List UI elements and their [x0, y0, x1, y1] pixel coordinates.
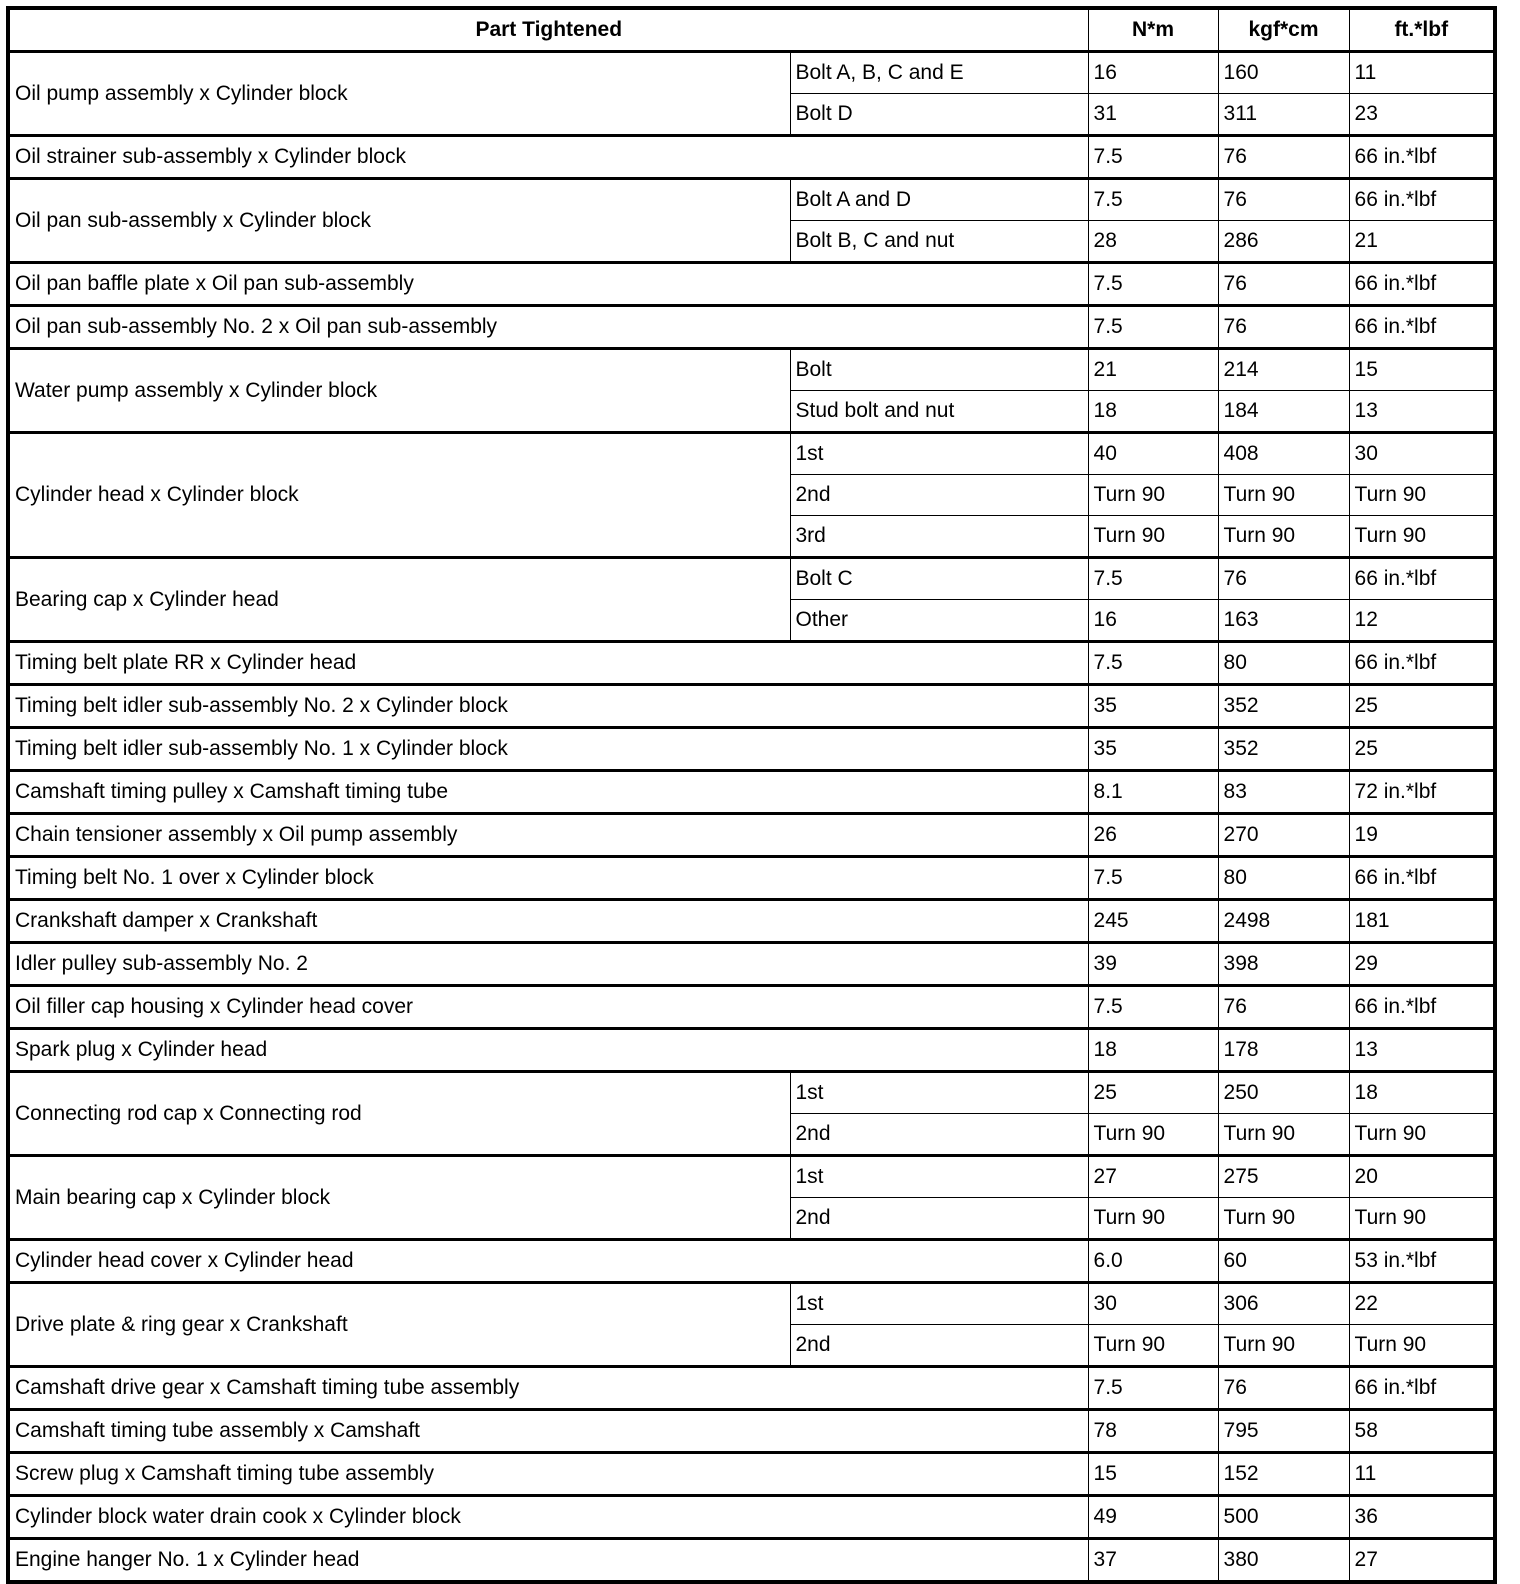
ft-cell: 29: [1349, 943, 1495, 986]
part-cell: Oil pan sub-assembly x Cylinder block: [8, 179, 790, 263]
nm-cell: 16: [1088, 52, 1218, 94]
sub-item-cell: Stud bolt and nut: [790, 391, 1088, 433]
kgf-cell: 352: [1218, 685, 1349, 728]
kgf-cell: 352: [1218, 728, 1349, 771]
sub-item-cell: 2nd: [790, 1198, 1088, 1240]
sub-item-cell: 2nd: [790, 475, 1088, 516]
sub-item-cell: 1st: [790, 1156, 1088, 1198]
kgf-cell: 76: [1218, 306, 1349, 349]
part-cell: Oil strainer sub-assembly x Cylinder block: [8, 136, 1088, 179]
table-row: [8, 1367, 1495, 1410]
kgf-cell: 80: [1218, 857, 1349, 900]
kgf-cell: 160: [1218, 52, 1349, 94]
sub-item-cell: Other: [790, 600, 1088, 642]
table-row: [8, 1029, 1495, 1072]
kgf-cell: 2498: [1218, 900, 1349, 943]
sub-item-cell: 1st: [790, 1072, 1088, 1114]
part-cell: Bearing cap x Cylinder head: [8, 558, 790, 642]
part-cell: Camshaft drive gear x Camshaft timing tube assembly: [8, 1367, 1088, 1410]
table-row: [8, 685, 1495, 728]
table-row: [8, 814, 1495, 857]
part-cell: Timing belt idler sub-assembly No. 2 x Cylinder block: [8, 685, 1088, 728]
nm-cell: 27: [1088, 1156, 1218, 1198]
ft-cell: 11: [1349, 52, 1495, 94]
nm-cell: 40: [1088, 433, 1218, 475]
kgf-cell: 275: [1218, 1156, 1349, 1198]
part-cell: Oil pump assembly x Cylinder block: [8, 52, 790, 136]
kgf-cell: 795: [1218, 1410, 1349, 1453]
nm-cell: 6.0: [1088, 1240, 1218, 1283]
kgf-cell: 270: [1218, 814, 1349, 857]
kgf-cell: 178: [1218, 1029, 1349, 1072]
kgf-cell: 83: [1218, 771, 1349, 814]
part-cell: Oil pan sub-assembly No. 2 x Oil pan sub-assembly: [8, 306, 1088, 349]
table-row: [8, 986, 1495, 1029]
nm-cell: 28: [1088, 221, 1218, 263]
sub-item-cell: Bolt D: [790, 94, 1088, 136]
part-cell: Timing belt idler sub-assembly No. 1 x Cylinder block: [8, 728, 1088, 771]
ft-cell: 25: [1349, 685, 1495, 728]
ft-cell: 22: [1349, 1283, 1495, 1325]
nm-cell: Turn 90: [1088, 1325, 1218, 1367]
kgf-cell: 398: [1218, 943, 1349, 986]
ft-cell: 23: [1349, 94, 1495, 136]
nm-cell: 78: [1088, 1410, 1218, 1453]
ft-cell: 12: [1349, 600, 1495, 642]
part-cell: Oil pan baffle plate x Oil pan sub-assembly: [8, 263, 1088, 306]
nm-cell: 37: [1088, 1539, 1218, 1583]
kgf-cell: 76: [1218, 136, 1349, 179]
part-cell: Cylinder block water drain cook x Cylinder block: [8, 1496, 1088, 1539]
sub-item-cell: Bolt C: [790, 558, 1088, 600]
ft-cell: Turn 90: [1349, 1325, 1495, 1367]
kgf-cell: Turn 90: [1218, 475, 1349, 516]
ft-cell: 25: [1349, 728, 1495, 771]
nm-cell: 15: [1088, 1453, 1218, 1496]
kgf-cell: 60: [1218, 1240, 1349, 1283]
ft-cell: 66 in.*lbf: [1349, 642, 1495, 685]
part-cell: Oil filler cap housing x Cylinder head cover: [8, 986, 1088, 1029]
table-row: [8, 943, 1495, 986]
kgf-cell: 408: [1218, 433, 1349, 475]
header-kgf: kgf*cm: [1218, 8, 1349, 52]
table-row: [8, 433, 1495, 475]
kgf-cell: 214: [1218, 349, 1349, 391]
sub-item-cell: Bolt A, B, C and E: [790, 52, 1088, 94]
nm-cell: 30: [1088, 1283, 1218, 1325]
table-row: [8, 1453, 1495, 1496]
nm-cell: 35: [1088, 685, 1218, 728]
table-row: [8, 1283, 1495, 1325]
nm-cell: 31: [1088, 94, 1218, 136]
ft-cell: 30: [1349, 433, 1495, 475]
nm-cell: Turn 90: [1088, 1114, 1218, 1156]
ft-cell: 19: [1349, 814, 1495, 857]
table-row: [8, 1156, 1495, 1198]
table-row: [8, 306, 1495, 349]
sub-item-cell: Bolt: [790, 349, 1088, 391]
kgf-cell: 76: [1218, 558, 1349, 600]
header-nm: N*m: [1088, 8, 1218, 52]
part-cell: Screw plug x Camshaft timing tube assembly: [8, 1453, 1088, 1496]
ft-cell: Turn 90: [1349, 516, 1495, 558]
ft-cell: 66 in.*lbf: [1349, 179, 1495, 221]
kgf-cell: 311: [1218, 94, 1349, 136]
table-row: [8, 1496, 1495, 1539]
kgf-cell: 76: [1218, 986, 1349, 1029]
table-row: [8, 558, 1495, 600]
kgf-cell: 76: [1218, 1367, 1349, 1410]
kgf-cell: 500: [1218, 1496, 1349, 1539]
nm-cell: 18: [1088, 391, 1218, 433]
kgf-cell: 80: [1218, 642, 1349, 685]
table-row: [8, 728, 1495, 771]
kgf-cell: 286: [1218, 221, 1349, 263]
sub-item-cell: 2nd: [790, 1325, 1088, 1367]
ft-cell: 11: [1349, 1453, 1495, 1496]
kgf-cell: 76: [1218, 179, 1349, 221]
part-cell: Cylinder head x Cylinder block: [8, 433, 790, 558]
nm-cell: 21: [1088, 349, 1218, 391]
kgf-cell: 380: [1218, 1539, 1349, 1583]
nm-cell: 245: [1088, 900, 1218, 943]
part-cell: Timing belt No. 1 over x Cylinder block: [8, 857, 1088, 900]
kgf-cell: 184: [1218, 391, 1349, 433]
table-row: [8, 642, 1495, 685]
sub-item-cell: Bolt B, C and nut: [790, 221, 1088, 263]
ft-cell: 66 in.*lbf: [1349, 558, 1495, 600]
kgf-cell: Turn 90: [1218, 1325, 1349, 1367]
ft-cell: 13: [1349, 1029, 1495, 1072]
nm-cell: 7.5: [1088, 263, 1218, 306]
part-cell: Spark plug x Cylinder head: [8, 1029, 1088, 1072]
table-row: [8, 52, 1495, 94]
ft-cell: 66 in.*lbf: [1349, 857, 1495, 900]
part-cell: Timing belt plate RR x Cylinder head: [8, 642, 1088, 685]
ft-cell: 66 in.*lbf: [1349, 986, 1495, 1029]
table-row: [8, 1240, 1495, 1283]
ft-cell: 53 in.*lbf: [1349, 1240, 1495, 1283]
nm-cell: 7.5: [1088, 857, 1218, 900]
header-ft: ft.*lbf: [1349, 8, 1495, 52]
header-part: Part Tightened: [8, 8, 1088, 52]
nm-cell: 7.5: [1088, 136, 1218, 179]
table-row: [8, 1539, 1495, 1583]
table-row: [8, 1410, 1495, 1453]
nm-cell: 8.1: [1088, 771, 1218, 814]
ft-cell: 66 in.*lbf: [1349, 263, 1495, 306]
ft-cell: 66 in.*lbf: [1349, 1367, 1495, 1410]
ft-cell: 15: [1349, 349, 1495, 391]
kgf-cell: Turn 90: [1218, 1198, 1349, 1240]
ft-cell: 13: [1349, 391, 1495, 433]
nm-cell: 7.5: [1088, 642, 1218, 685]
part-cell: Chain tensioner assembly x Oil pump assembly: [8, 814, 1088, 857]
kgf-cell: 76: [1218, 263, 1349, 306]
table-row: [8, 263, 1495, 306]
table-row: [8, 771, 1495, 814]
header-row: [8, 8, 1495, 52]
table-row: [8, 900, 1495, 943]
part-cell: Water pump assembly x Cylinder block: [8, 349, 790, 433]
nm-cell: 7.5: [1088, 306, 1218, 349]
sub-item-cell: 3rd: [790, 516, 1088, 558]
sub-item-cell: 1st: [790, 1283, 1088, 1325]
nm-cell: 49: [1088, 1496, 1218, 1539]
ft-cell: 21: [1349, 221, 1495, 263]
nm-cell: 25: [1088, 1072, 1218, 1114]
ft-cell: 20: [1349, 1156, 1495, 1198]
table-row: [8, 349, 1495, 391]
kgf-cell: 163: [1218, 600, 1349, 642]
ft-cell: Turn 90: [1349, 1198, 1495, 1240]
part-cell: Drive plate & ring gear x Crankshaft: [8, 1283, 790, 1367]
table-row: [8, 1072, 1495, 1114]
ft-cell: 66 in.*lbf: [1349, 136, 1495, 179]
nm-cell: Turn 90: [1088, 1198, 1218, 1240]
part-cell: Main bearing cap x Cylinder block: [8, 1156, 790, 1240]
ft-cell: 18: [1349, 1072, 1495, 1114]
nm-cell: Turn 90: [1088, 516, 1218, 558]
table-row: [8, 179, 1495, 221]
nm-cell: 26: [1088, 814, 1218, 857]
ft-cell: Turn 90: [1349, 475, 1495, 516]
kgf-cell: 250: [1218, 1072, 1349, 1114]
ft-cell: 27: [1349, 1539, 1495, 1583]
ft-cell: 181: [1349, 900, 1495, 943]
part-cell: Engine hanger No. 1 x Cylinder head: [8, 1539, 1088, 1583]
part-cell: Idler pulley sub-assembly No. 2: [8, 943, 1088, 986]
sub-item-cell: 2nd: [790, 1114, 1088, 1156]
kgf-cell: Turn 90: [1218, 516, 1349, 558]
table-row: [8, 136, 1495, 179]
nm-cell: 7.5: [1088, 558, 1218, 600]
part-cell: Camshaft timing pulley x Camshaft timing tube: [8, 771, 1088, 814]
part-cell: Camshaft timing tube assembly x Camshaft: [8, 1410, 1088, 1453]
nm-cell: 7.5: [1088, 1367, 1218, 1410]
nm-cell: Turn 90: [1088, 475, 1218, 516]
kgf-cell: Turn 90: [1218, 1114, 1349, 1156]
ft-cell: 72 in.*lbf: [1349, 771, 1495, 814]
ft-cell: 66 in.*lbf: [1349, 306, 1495, 349]
torque-spec-table: [6, 6, 1497, 1584]
sub-item-cell: 1st: [790, 433, 1088, 475]
part-cell: Cylinder head cover x Cylinder head: [8, 1240, 1088, 1283]
nm-cell: 7.5: [1088, 986, 1218, 1029]
nm-cell: 18: [1088, 1029, 1218, 1072]
nm-cell: 35: [1088, 728, 1218, 771]
nm-cell: 16: [1088, 600, 1218, 642]
table-row: [8, 857, 1495, 900]
ft-cell: Turn 90: [1349, 1114, 1495, 1156]
table-body: [8, 52, 1495, 1583]
part-cell: Connecting rod cap x Connecting rod: [8, 1072, 790, 1156]
kgf-cell: 152: [1218, 1453, 1349, 1496]
ft-cell: 36: [1349, 1496, 1495, 1539]
nm-cell: 7.5: [1088, 179, 1218, 221]
part-cell: Crankshaft damper x Crankshaft: [8, 900, 1088, 943]
nm-cell: 39: [1088, 943, 1218, 986]
ft-cell: 58: [1349, 1410, 1495, 1453]
kgf-cell: 306: [1218, 1283, 1349, 1325]
sub-item-cell: Bolt A and D: [790, 179, 1088, 221]
